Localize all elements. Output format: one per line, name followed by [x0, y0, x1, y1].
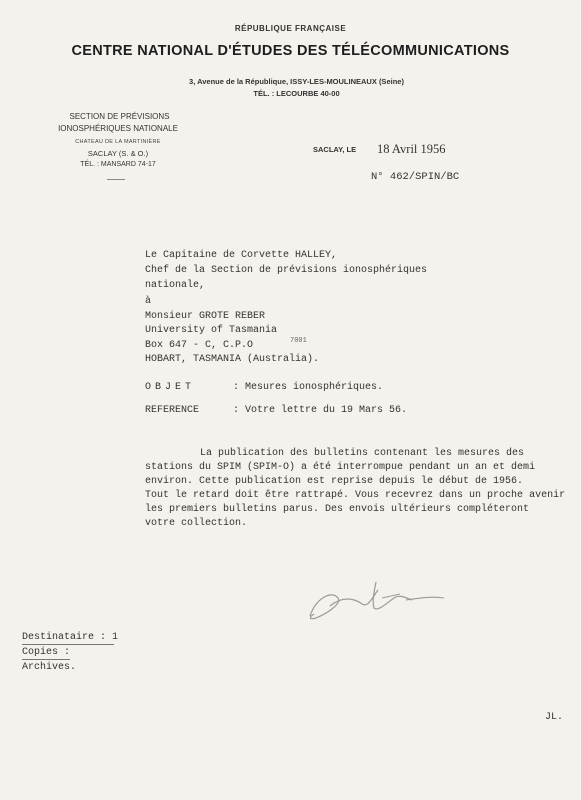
section-name-line2: IONOSPHÉRIQUES NATIONALE: [58, 124, 178, 133]
distribution-archives: Archives.: [22, 662, 77, 673]
typist-initials: JL.: [545, 712, 564, 723]
address-line: nationale,: [145, 280, 206, 291]
body-line: La publication des bulletins contenant les mesures des: [200, 448, 525, 459]
subject-label: OBJET: [145, 382, 196, 393]
address-line: Monsieur GROTE REBER: [145, 311, 266, 322]
body-line: stations du SPIM (SPIM-O) a été interrompue pendant un an et demi: [145, 462, 536, 473]
address-line: University of Tasmania: [145, 325, 278, 336]
address-line: Le Capitaine de Corvette HALLEY,: [145, 250, 338, 261]
organization-telephone: TÉL. : LECOURBE 40-00: [253, 89, 340, 98]
body-line: Tout le retard doit être rattrapé. Vous recevrez dans un proche avenir: [145, 490, 566, 501]
section-divider: [107, 179, 125, 180]
republic-heading: RÉPUBLIQUE FRANÇAISE: [234, 24, 347, 33]
section-name-line1: SECTION DE PRÉVISIONS: [69, 112, 170, 121]
address-line: Box 647 - C, C.P.O: [145, 340, 254, 351]
recipient-underline: [22, 644, 114, 645]
reference-number: N° 462/SPIN/BC: [371, 171, 460, 183]
address-line: à: [145, 296, 152, 307]
postal-code: 7001: [290, 337, 307, 345]
address-line: Chef de la Section de prévisions ionosphériques: [145, 265, 428, 276]
section-location: CHATEAU DE LA MARTINIÈRE: [75, 139, 161, 145]
reference-value: : Votre lettre du 19 Mars 56.: [233, 405, 408, 416]
distribution-copies: Copies :: [22, 647, 71, 658]
body-line: les premiers bulletins parus. Des envois ultérieurs compléteront: [145, 504, 530, 515]
organization-address: 3, Avenue de la République, ISSY-LES-MOULINEAUX (Seine): [189, 77, 404, 86]
body-line: votre collection.: [145, 518, 248, 529]
letter-date: 18 Avril 1956: [377, 142, 446, 156]
section-telephone: TÉL. : MANSARD 74-17: [80, 161, 156, 168]
copies-underline: [22, 659, 70, 660]
distribution-recipient: Destinataire : 1: [22, 632, 119, 643]
subject-value: : Mesures ionosphériques.: [233, 382, 384, 393]
section-city: SACLAY (S. & O.): [87, 149, 149, 158]
organization-name: CENTRE NATIONAL D'ÉTUDES DES TÉLÉCOMMUNICATIONS: [71, 43, 510, 59]
place-label: SACLAY, LE: [313, 145, 357, 154]
body-line: environ. Cette publication est reprise depuis le début de 1956.: [145, 476, 524, 487]
reference-label: REFERENCE: [145, 405, 200, 416]
address-line: HOBART, TASMANIA (Australia).: [145, 354, 320, 365]
handwritten-signature: [302, 568, 452, 628]
